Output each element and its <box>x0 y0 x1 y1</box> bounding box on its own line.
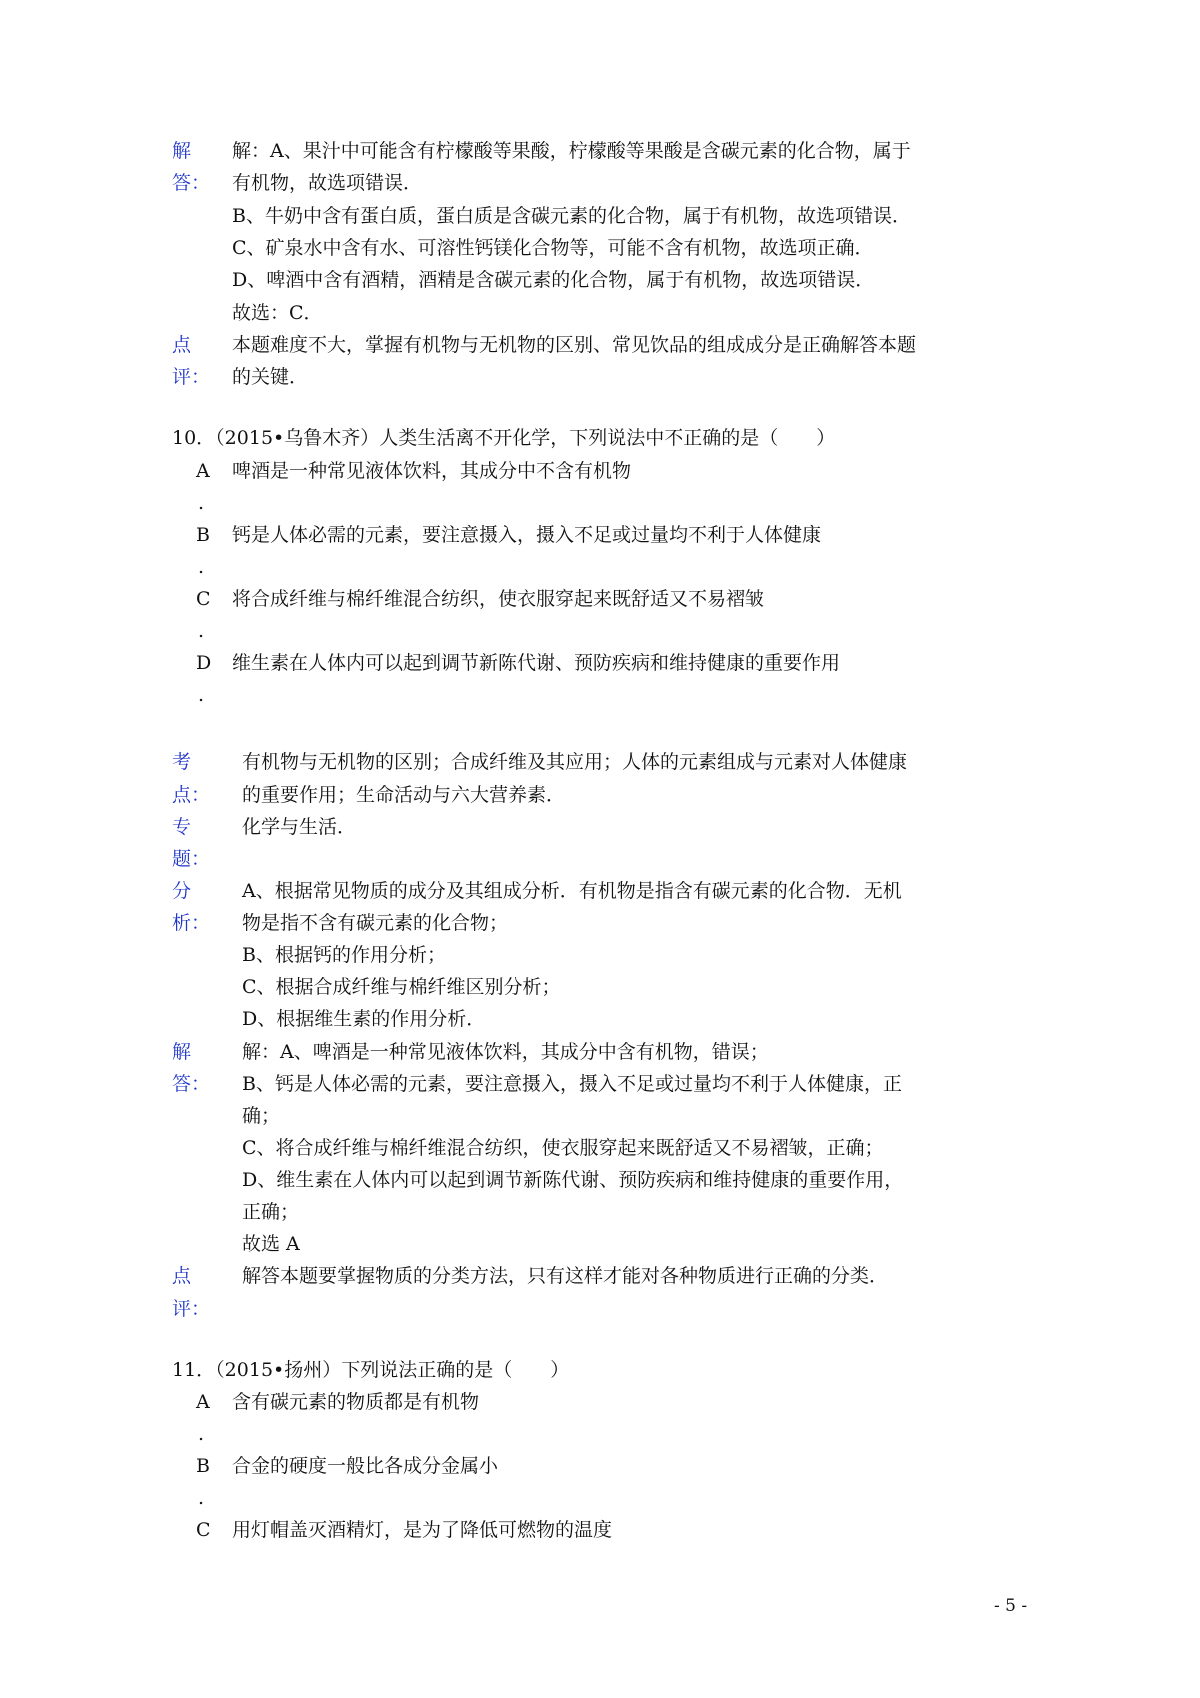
q9-dianping-line: 的关键． <box>232 366 309 388</box>
q9-dianping-label-2: 评： <box>172 366 211 388</box>
q11-option-a-dot: . <box>198 1423 205 1445</box>
q9-jieda-line: C、矿泉水中含有水、可溶性钙镁化合物等，可能不含有机物，故选项正确． <box>232 237 874 259</box>
q10-option-a-text: 啤酒是一种常见液体饮料，其成分中不含有机物 <box>232 460 632 482</box>
q11-option-c-letter: C <box>196 1519 211 1541</box>
q9-jieda-label-1: 解 <box>172 140 192 162</box>
q10-question-stem: 10．（2015•乌鲁木齐）人类生活离不开化学，下列说法中不正确的是（ ） <box>172 427 836 449</box>
q10-jieda-label-1: 解 <box>172 1041 192 1063</box>
q9-dianping-line: 本题难度不大，掌握有机物与无机物的区别、常见饮品的组成成分是正确解答本题 <box>232 334 917 356</box>
q10-option-b-text: 钙是人体必需的元素，要注意摄入，摄入不足或过量均不利于人体健康 <box>232 524 822 546</box>
q9-jieda-line: B、牛奶中含有蛋白质，蛋白质是含碳元素的化合物，属于有机物，故选项错误． <box>232 205 911 227</box>
q10-option-b-letter: B <box>196 524 210 546</box>
q10-fenxi-line: C、根据合成纤维与棉纤维区别分析； <box>242 976 561 998</box>
q10-dianping-line: 解答本题要掌握物质的分类方法，只有这样才能对各种物质进行正确的分类． <box>242 1265 889 1287</box>
q10-jieda-line: 确； <box>242 1105 281 1127</box>
q10-jieda-line: 故选 A <box>242 1233 300 1255</box>
q10-fenxi-line: B、根据钙的作用分析； <box>242 944 446 966</box>
q11-option-b-text: 合金的硬度一般比各成分金属小 <box>232 1455 499 1477</box>
q10-dianping-label-2: 评： <box>172 1298 211 1320</box>
q10-option-a-letter: A <box>196 460 210 482</box>
q11-question-stem: 11．（2015•扬州）下列说法正确的是（ ） <box>172 1359 570 1381</box>
q10-fenxi-line: D、根据维生素的作用分析． <box>242 1008 486 1030</box>
q11-option-b-letter: B <box>196 1455 210 1477</box>
q10-kaodian-label-2: 点： <box>172 784 211 806</box>
q10-zhuanti-label-2: 题： <box>172 848 211 870</box>
q9-jieda-line: 故选：C． <box>232 302 323 324</box>
q10-option-c-dot: . <box>198 620 205 642</box>
q10-option-d-dot: . <box>198 684 205 706</box>
q10-fenxi-label-1: 分 <box>172 880 192 902</box>
q9-jieda-line: 解：A、果汁中可能含有柠檬酸等果酸，柠檬酸等果酸是含碳元素的化合物，属于 <box>232 140 911 162</box>
q11-option-c-text: 用灯帽盖灭酒精灯，是为了降低可燃物的温度 <box>232 1519 613 1541</box>
q11-option-b-dot: . <box>198 1487 205 1509</box>
q11-option-a-letter: A <box>196 1391 210 1413</box>
q10-option-d-text: 维生素在人体内可以起到调节新陈代谢、预防疾病和维持健康的重要作用 <box>232 652 841 674</box>
q11-option-a-text: 含有碳元素的物质都是有机物 <box>232 1391 480 1413</box>
q10-jieda-label-2: 答： <box>172 1073 211 1095</box>
q10-zhuanti-line: 化学与生活． <box>242 816 357 838</box>
q10-option-b-dot: . <box>198 556 205 578</box>
q10-jieda-line: 解：A、啤酒是一种常见液体饮料，其成分中含有机物，错误； <box>242 1041 769 1063</box>
q9-jieda-line: 有机物，故选项错误． <box>232 172 423 194</box>
q10-kaodian-line: 有机物与无机物的区别；合成纤维及其应用；人体的元素组成与元素对人体健康 <box>242 751 908 773</box>
q10-fenxi-label-2: 析： <box>172 912 211 934</box>
q10-option-c-letter: C <box>196 588 211 610</box>
q10-option-d-letter: D <box>196 652 212 674</box>
q9-dianping-label-1: 点 <box>172 334 192 356</box>
q10-option-a-dot: . <box>198 492 205 514</box>
q10-zhuanti-label-1: 专 <box>172 816 192 838</box>
q10-jieda-line: C、将合成纤维与棉纤维混合纺织，使衣服穿起来既舒适又不易褶皱，正确； <box>242 1137 884 1159</box>
q10-jieda-line: D、维生素在人体内可以起到调节新陈代谢、预防疾病和维持健康的重要作用， <box>242 1169 904 1191</box>
q9-jieda-line: D、啤酒中含有酒精，酒精是含碳元素的化合物，属于有机物，故选项错误． <box>232 269 875 291</box>
q10-option-c-text: 将合成纤维与棉纤维混合纺织，使衣服穿起来既舒适又不易褶皱 <box>232 588 765 610</box>
q10-kaodian-label-1: 考 <box>172 751 192 773</box>
q10-jieda-line: 正确； <box>242 1201 300 1223</box>
q9-jieda-label-2: 答： <box>172 172 211 194</box>
q10-kaodian-line: 的重要作用；生命活动与六大营养素． <box>242 784 566 806</box>
q10-fenxi-line: 物是指不含有碳元素的化合物； <box>242 912 509 934</box>
page-number: - 5 - <box>994 1596 1028 1616</box>
q10-dianping-label-1: 点 <box>172 1265 192 1287</box>
q10-fenxi-line: A、根据常见物质的成分及其组成分析．有机物是指含有碳元素的化合物．无机 <box>242 880 902 902</box>
q10-jieda-line: B、钙是人体必需的元素，要注意摄入，摄入不足或过量均不利于人体健康，正 <box>242 1073 902 1095</box>
